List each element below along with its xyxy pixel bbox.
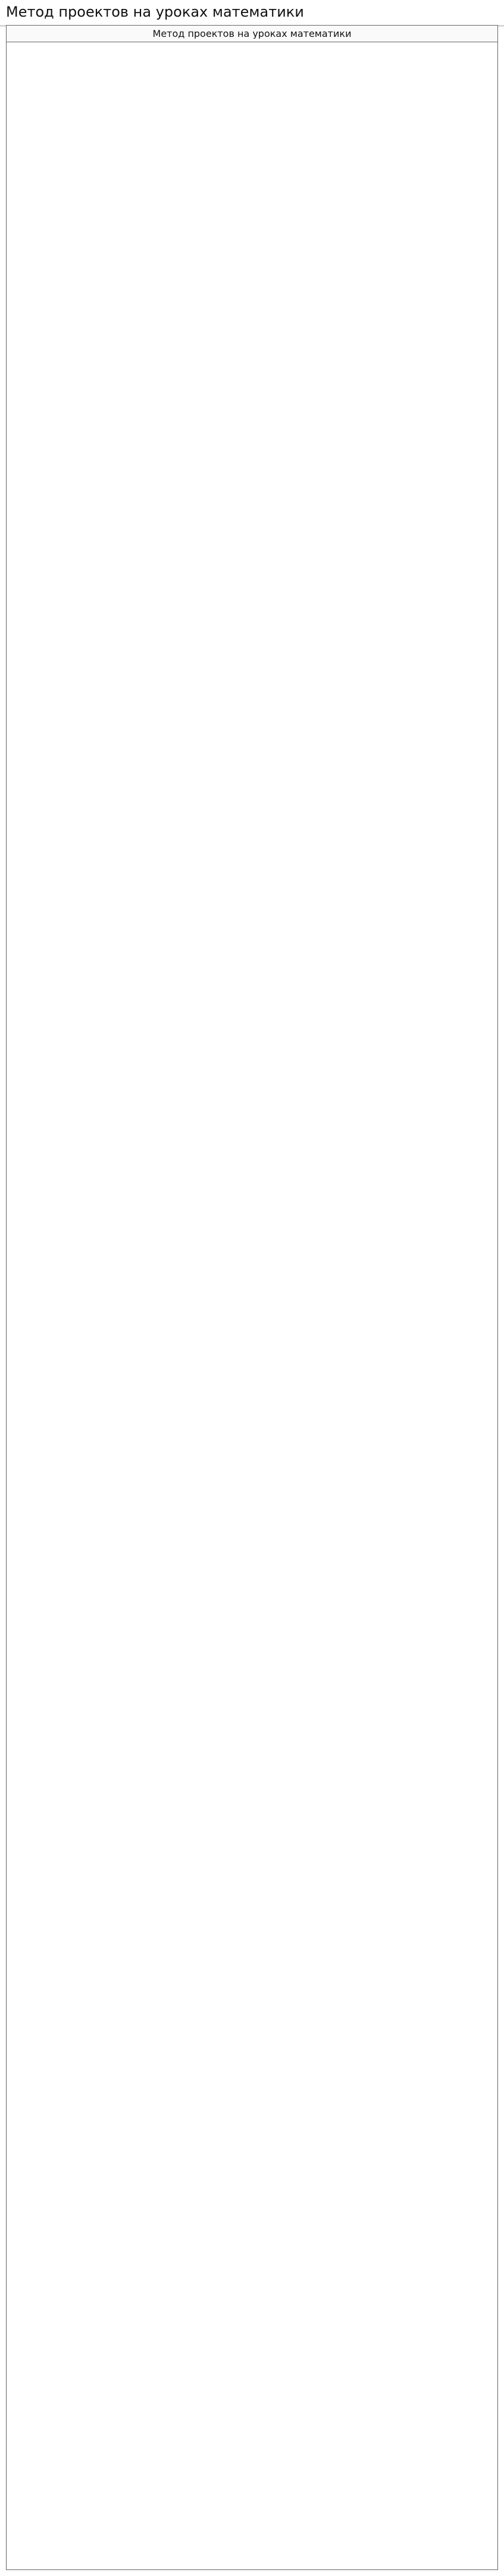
- document-title-bar: [7, 26, 497, 42]
- document-title: Метод проектов на уроках математики: [152, 29, 352, 39]
- document-frame: [6, 25, 498, 2570]
- page-title: Метод проектов на уроках математики: [0, 0, 504, 26]
- document-body: [7, 43, 497, 2569]
